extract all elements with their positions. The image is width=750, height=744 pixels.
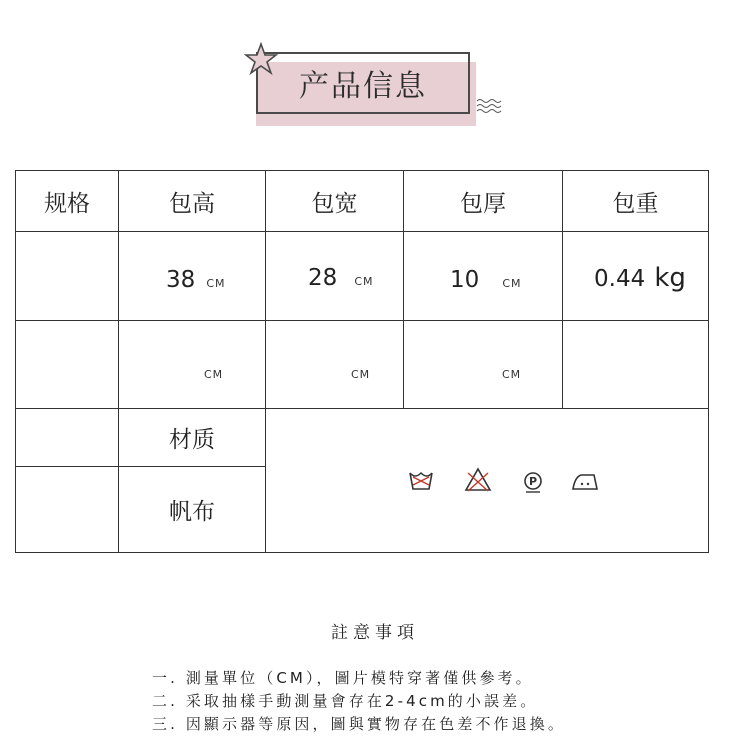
header-width: 包宽 [311,190,358,217]
width-value: 28 [308,265,338,291]
height-cell [166,267,226,293]
waves-icon [476,98,502,114]
header-spec: 规格 [44,190,90,217]
width-unit-empty: CM [351,368,371,381]
height-value: 38 [166,267,196,293]
row-divider [16,320,708,321]
note-item: 一. 測量單位（CM），圖片模特穿著僅供參考。 [152,669,534,687]
no-bleach-icon [464,467,492,493]
title-banner [244,42,514,142]
product-spec-table [15,170,709,553]
row-divider [16,231,708,232]
iron-low-icon [570,469,600,493]
weight-unit: kg [654,263,686,293]
page-title: 产品信息 [299,69,427,104]
header-weight: 包重 [612,190,659,217]
weight-cell [594,263,686,293]
width-cell [308,265,374,291]
hand-wash-icon [408,469,434,493]
depth-value: 10 [450,267,480,293]
depth-unit: CM [502,277,522,290]
material-label: 材质 [169,427,215,453]
depth-unit-empty: CM [502,368,522,381]
star-icon [244,42,278,76]
note-item: 二. 采取抽樣手動測量會存在2-4cm的小誤差。 [152,692,539,710]
material-value: 帆布 [169,499,215,525]
notes-title: 註意事項 [331,623,419,643]
width-unit: CM [354,275,374,288]
depth-cell [450,267,522,293]
note-item: 三. 因顯示器等原因，圖與實物存在色差不作退換。 [152,715,566,733]
dry-clean-p-icon [521,470,545,494]
header-depth: 包厚 [460,190,506,217]
height-unit: CM [206,277,226,290]
header-height: 包高 [169,190,215,217]
weight-value: 0.44 [594,266,646,292]
height-unit-empty: CM [204,368,224,381]
svg-text:P: P [528,475,538,488]
